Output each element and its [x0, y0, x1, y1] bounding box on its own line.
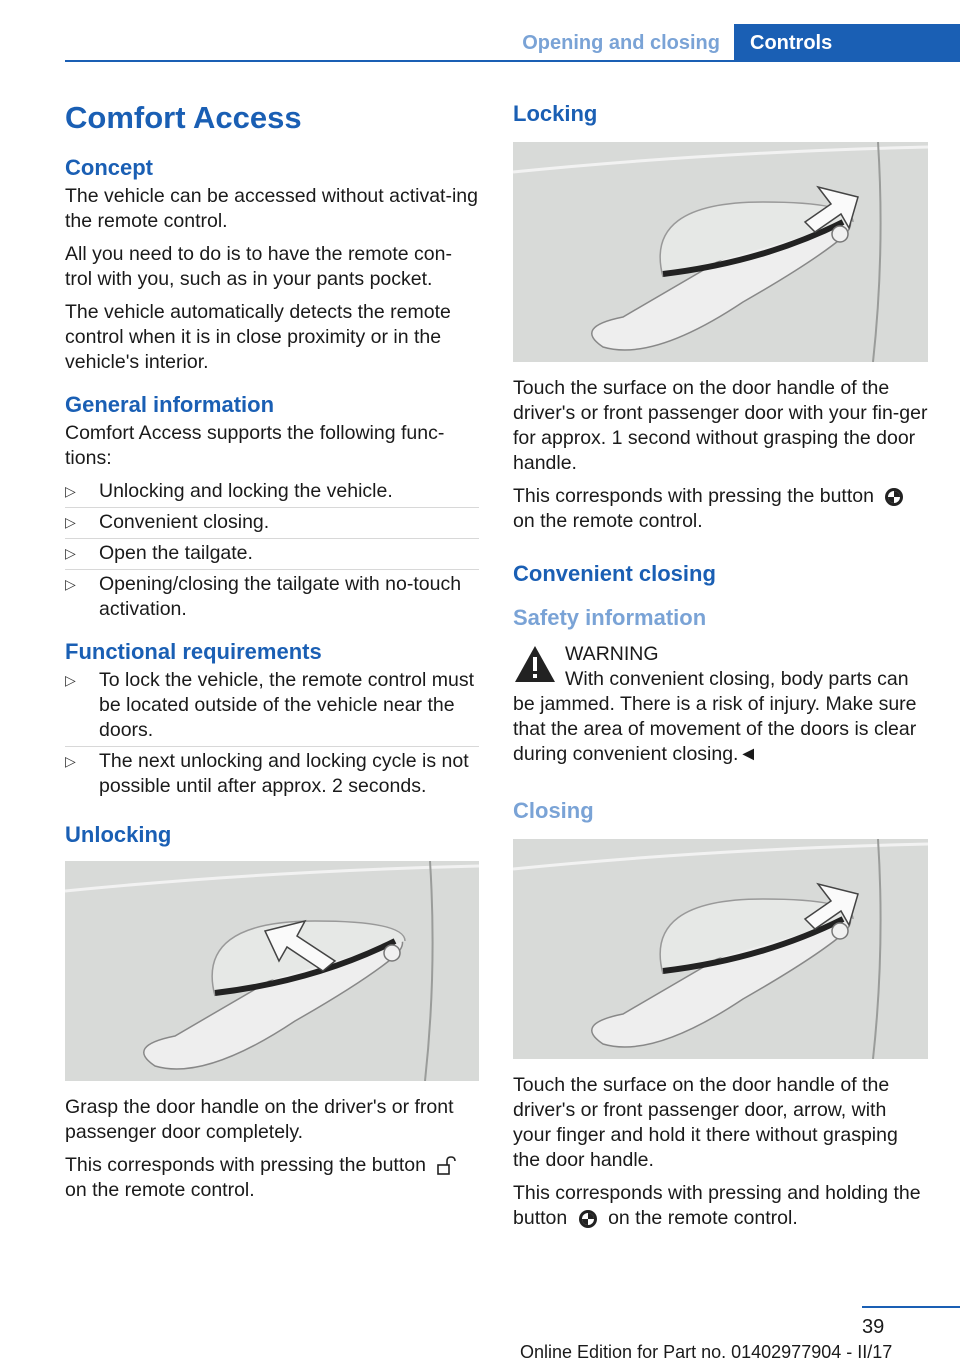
page-number: 39: [862, 1316, 885, 1338]
page-title: Comfort Access: [65, 100, 302, 135]
closing-heading: Closing: [513, 798, 594, 823]
general-info-intro: Comfort Access supports the following func‐tions:: [65, 422, 445, 469]
concept-paragraph-3: The vehicle automatically detects the remote control when it is in close proximity or in the vehicle's interior.: [65, 301, 451, 373]
list-item: ▷ To lock the vehicle, the remote control must be located outside of the vehicle near the doors.: [65, 668, 479, 743]
page-header: [65, 24, 960, 62]
general-info-heading: General information: [65, 392, 275, 417]
list-item: ▷ Convenient closing.: [65, 510, 479, 535]
locking-door-handle-figure: [513, 142, 928, 362]
triangle-right-icon: ▷: [65, 514, 76, 530]
list-item: ▷ Opening/closing the tailgate with no-touch activation.: [65, 573, 462, 620]
functional-requirements-heading: Functional requirements: [65, 639, 322, 664]
triangle-right-icon: ▷: [65, 576, 76, 592]
warning-text: With convenient closing, body parts can be jammed. There is a risk of injury. Make sure that the area of movement of the doors is clear during convenient closing.◄: [513, 668, 917, 765]
edition-note: Online Edition for Part no. 01402977904 - II/17: [520, 1342, 893, 1362]
closing-paragraph-1: Touch the surface on the door handle of the driver's or front passenger door, arrow, with your finger and hold it there without grasping the door handle.: [513, 1074, 898, 1171]
footer-rule: [862, 1306, 960, 1308]
header-rule: [65, 60, 960, 62]
warning-triangle-icon: [513, 644, 557, 684]
concept-paragraph-2: All you need to do is to have the remote con‐trol with you, such as in your pants pocket.: [65, 243, 452, 290]
triangle-right-icon: ▷: [65, 672, 76, 688]
functional-requirements-list: [65, 668, 479, 799]
concept-paragraph-1: The vehicle can be accessed without activat‐ing the remote control.: [65, 185, 478, 232]
unlocking-paragraph-2: This corresponds with pressing the button on the remote control.: [65, 1153, 479, 1203]
triangle-right-icon: ▷: [65, 483, 76, 499]
locking-paragraph-1: Touch the surface on the door handle of the driver's or front passenger door with your fin‐ger for approx. 1 second without grasping the door handle.: [513, 377, 928, 474]
convenient-closing-heading: Convenient closing: [513, 561, 716, 586]
padlock-open-icon: [435, 1155, 457, 1177]
right-column: [513, 100, 928, 1239]
list-item: ▷ Open the tailgate.: [65, 541, 479, 566]
concept-heading: Concept: [65, 155, 153, 180]
unlocking-heading: Unlocking: [65, 822, 172, 847]
section-tab: Opening and closing: [522, 32, 720, 54]
unlocking-door-handle-figure: [65, 861, 479, 1081]
general-info-list: [65, 479, 479, 622]
safety-information-heading: Safety information: [513, 605, 707, 630]
left-column: [65, 98, 479, 1211]
triangle-right-icon: ▷: [65, 545, 76, 561]
warning-label: WARNING: [565, 643, 659, 665]
warning-block: [513, 642, 928, 767]
closing-paragraph-2: This corresponds with pressing and holding the button on the remote control.: [513, 1182, 921, 1229]
bmw-logo-icon: [883, 486, 905, 508]
locking-paragraph-2: This corresponds with pressing the button on the remote control.: [513, 484, 928, 534]
closing-door-handle-figure: [513, 839, 928, 1059]
unlocking-paragraph-1: Grasp the door handle on the driver's or front passenger door completely.: [65, 1096, 454, 1143]
locking-heading: Locking: [513, 101, 598, 126]
chapter-tab: Controls: [734, 24, 960, 62]
bmw-logo-icon: [577, 1208, 599, 1230]
list-item: ▷ The next unlocking and locking cycle is not possible until after approx. 2 seconds.: [65, 750, 469, 797]
list-item: ▷ Unlocking and locking the vehicle.: [65, 479, 479, 504]
triangle-right-icon: ▷: [65, 753, 76, 769]
